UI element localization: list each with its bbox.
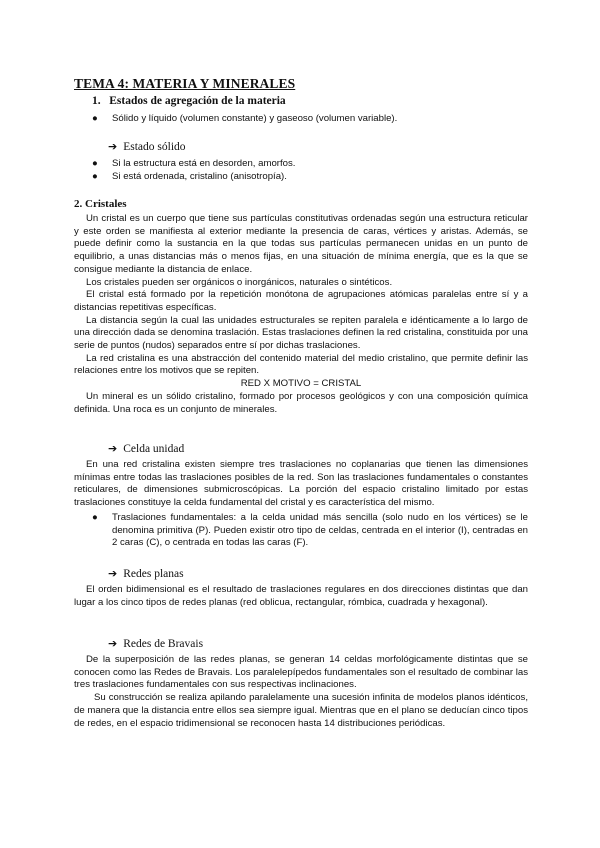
right-arrow-icon: ➔	[108, 637, 118, 650]
cristales-body	[74, 213, 528, 416]
section-heading-redes-planas: ➔ Redes planas	[108, 567, 184, 580]
celda-body	[74, 459, 528, 510]
section-heading-celda-unidad: ➔ Celda unidad	[108, 442, 185, 455]
paragraph: El cristal está formado por la repetición monótona de agrupaciones atómicas paralelas entre sí y a distancias repetitivas específicas.	[74, 289, 528, 313]
right-arrow-icon: ➔	[108, 567, 118, 580]
right-arrow-icon: ➔	[108, 140, 118, 153]
list-item: ● Si está ordenada, cristalino (anisotropía).	[92, 171, 287, 182]
redes-planas-body	[74, 584, 528, 609]
page-title: TEMA 4: MATERIA Y MINERALES	[74, 76, 296, 91]
bullet-icon: ●	[92, 113, 98, 124]
section-heading-cristales: 2. Cristales	[74, 198, 127, 210]
paragraph: Los cristales pueden ser orgánicos o inorgánicos, naturales o sintéticos.	[86, 276, 393, 288]
right-arrow-icon: ➔	[108, 442, 118, 455]
bravais-body	[74, 654, 528, 730]
bullet-icon: ●	[92, 158, 98, 169]
formula: RED X MOTIVO = CRISTAL	[240, 378, 362, 390]
paragraph: Un cristal es un cuerpo que tiene sus partículas constitutivas ordenadas según una estructura reticular y este orden se manifiesta al exterior mediante la presencia de caras, vértices y aristas. Además, se puede definir como la sustancia en la que todas sus partículas permanecen unidas en un punto de equilibrio, a unas distancias más o menos fijas, en una situación de mínima energía, que es la que se consigue mediante la distancia de enlace.	[74, 213, 528, 275]
paragraph: De la superposición de las redes planas, se generan 14 celdas morfológicamente distintas que se conocen como las Redes de Bravais. Los paralelepípedos fundamentales son el resultado de combinar las tres traslaciones fundamentales con sus respectivas inclinaciones.	[74, 654, 528, 691]
list-item: ● Sólido y líquido (volumen constante) y gaseoso (volumen variable).	[92, 113, 398, 124]
paragraph: En una red cristalina existen siempre tres traslaciones no coplanarias que tienen las dimensiones mínimas entre todas las traslaciones posibles de la red. Son las traslaciones fundamentales o constantes reticulares, de dimensiones submicroscópicas. La porción del espacio cristalino limitado por estas traslaciones constituye la celda fundamental del cristal y es característica del mismo.	[74, 459, 528, 509]
bullet-icon: ●	[92, 171, 98, 182]
list-item: ● Traslaciones fundamentales: a la celda unidad más sencilla (solo nudo en los vértices) se le denomina primitiva (P). Pueden existir otro tipo de celdas, centrada en el interior (I), centradas en 2 caras (C), o centrada en todas las caras (F).	[92, 512, 528, 549]
section-heading-estados: 1. Estados de agregación de la materia	[92, 95, 286, 107]
paragraph: Un mineral es un sólido cristalino, formado por procesos geológicos y con una composición química definida. Una roca es un conjunto de minerales.	[74, 390, 528, 415]
paragraph: El orden bidimensional es el resultado de traslaciones regulares en dos direcciones distintas que dan lugar a los cinco tipos de redes planas (red oblicua, rectangular, rómbica, cuadrada y hexagonal).	[74, 584, 528, 608]
section-heading-estado-solido: ➔ Estado sólido	[108, 140, 186, 153]
bullet-icon: ●	[92, 512, 98, 523]
paragraph: La red cristalina es una abstracción del contenido material del medio cristalino, que permite definir las relaciones entre los motivos que se repiten.	[74, 352, 528, 377]
section-heading-bravais: ➔ Redes de Bravais	[108, 637, 204, 650]
paragraph: La distancia según la cual las unidades estructurales se repiten paralela e idénticamente a lo largo de una dirección dada se denomina traslación. Estas traslaciones definen la red cristalina, constituida por una serie de puntos (nudos) separados entre sí por dichas traslaciones.	[74, 314, 528, 352]
paragraph: Su construcción se realiza apilando paralelamente una sucesión infinita de modelos planos idénticos, de manera que la distancia entre ellos sea siempre igual. Mientras que en el plano se deducían cinco tipos de redes, en el espacio tridimensional se reconocen hasta 14 distribuciones periódicas.	[74, 692, 528, 729]
list-item: ● Si la estructura está en desorden, amorfos.	[92, 158, 296, 169]
